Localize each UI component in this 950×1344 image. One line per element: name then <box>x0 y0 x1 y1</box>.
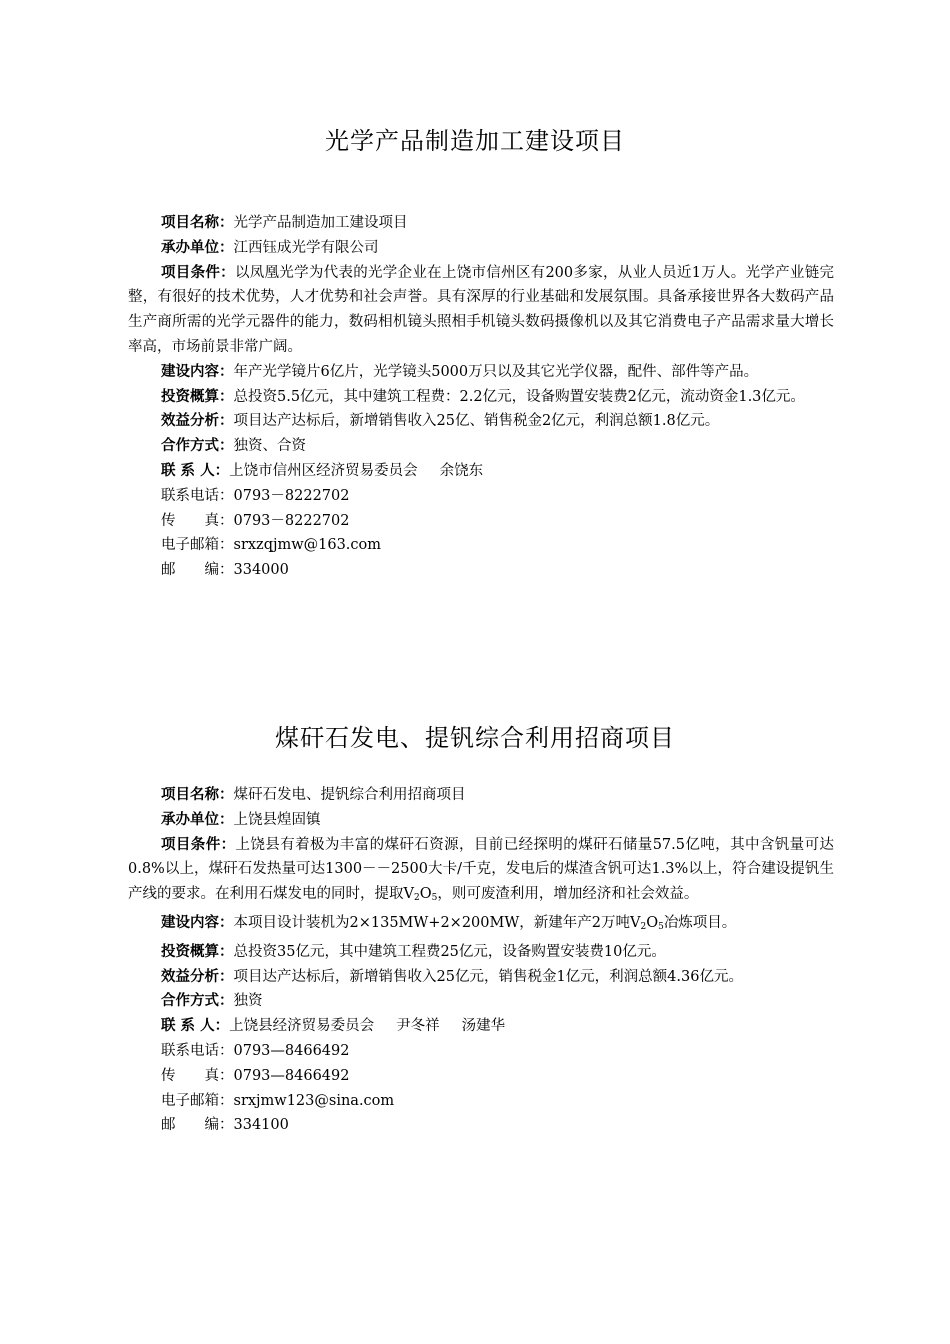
project-2-details <box>128 783 834 1138</box>
phone-value: 0793－8222702 <box>233 487 350 504</box>
content-value-b: 冶炼项目。 <box>663 914 737 931</box>
project-name-row <box>128 211 834 236</box>
fax-label: 传 真： <box>161 512 234 529</box>
postcode-value: 334100 <box>233 1117 289 1134</box>
investment-label: 投资概算： <box>161 942 234 960</box>
phone-label: 联系电话： <box>161 1042 234 1059</box>
fax-row <box>128 1064 834 1089</box>
email-label: 电子邮箱： <box>161 1092 234 1109</box>
phone-row <box>128 484 834 509</box>
fax-label: 传 真： <box>161 1067 234 1084</box>
contact-label: 联 系 人： <box>161 461 230 479</box>
conditions-row <box>128 833 834 911</box>
postcode-row <box>128 1113 834 1138</box>
content-value-a: 本项目设计装机为2×135MW+2×200MW，新建年产2万吨V <box>233 914 641 931</box>
conditions-label: 项目条件： <box>161 835 236 853</box>
fax-value: 0793—8466492 <box>233 1067 350 1084</box>
conditions-mid: O <box>419 886 432 903</box>
host-unit-row <box>128 236 834 261</box>
phone-label: 联系电话： <box>161 487 234 504</box>
investment-row <box>128 940 834 965</box>
project-name-label: 项目名称： <box>161 214 234 231</box>
conditions-value-a: 上饶县有着极为丰富的煤矸石资源，目前已经探明的煤矸石储量57.5亿吨，其中含钒量可达0.8%以上，煤矸石发热量可达1300－－2500大卡/千克，发电后的煤渣含钒可达1.3%以上，符合建设提钒生产线的要求。在利用石煤发电的同时，提取V <box>128 836 834 903</box>
cooperation-row <box>128 989 834 1014</box>
content-label: 建设内容： <box>161 913 234 931</box>
host-unit-value: 上饶县煌固镇 <box>233 811 321 828</box>
conditions-row <box>128 261 834 360</box>
postcode-label: 邮 编： <box>161 562 234 579</box>
postcode-label: 邮 编： <box>161 1117 234 1134</box>
phone-row <box>128 1039 834 1064</box>
content-row <box>128 911 834 940</box>
contact-row <box>128 459 834 484</box>
investment-value: 总投资5.5亿元，其中建筑工程费：2.2亿元，设备购置安装费2亿元，流动资金1.3亿元。 <box>233 388 805 405</box>
cooperation-value: 独资、合资 <box>233 438 306 455</box>
postcode-value: 334000 <box>233 562 289 579</box>
content-row <box>128 360 834 385</box>
content-subscript-1: 2 <box>640 921 647 932</box>
benefit-row <box>128 965 834 990</box>
email-value: srxzqjmw@163.com <box>233 537 382 554</box>
project-1-title: 光学产品制造加工建设项目 <box>325 127 625 155</box>
project-name-label: 项目名称： <box>161 786 234 803</box>
phone-value: 0793—8466492 <box>233 1042 350 1059</box>
content-subscript-2: 5 <box>658 921 664 932</box>
content-label: 建设内容： <box>161 362 234 380</box>
project-2-title: 煤矸石发电、提钒综合利用招商项目 <box>275 724 675 752</box>
benefit-label: 效益分析： <box>161 412 234 430</box>
project-1-details <box>128 211 834 583</box>
benefit-label: 效益分析： <box>161 967 234 985</box>
email-label: 电子邮箱： <box>161 537 234 554</box>
contact-org: 上饶市信州区经济贸易委员会 <box>229 462 418 479</box>
content-mid: O <box>646 914 659 931</box>
host-unit-label: 承办单位： <box>161 238 234 256</box>
host-unit-label: 承办单位： <box>161 810 234 828</box>
cooperation-value: 独资 <box>233 993 263 1010</box>
cooperation-label: 合作方式： <box>161 992 234 1010</box>
cooperation-label: 合作方式： <box>161 437 234 455</box>
project-name-value: 煤矸石发电、提钒综合利用招商项目 <box>233 787 466 803</box>
cooperation-row <box>128 434 834 459</box>
host-unit-value: 江西钰成光学有限公司 <box>233 239 379 256</box>
conditions-value: 以凤凰光学为代表的光学企业在上饶市信州区有200多家，从业人员近1万人。光学产业链完整，有很好的技术优势，人才优势和社会声誉。具有深厚的行业基础和发展氛围。具备承接世界各大数码产品生产商所需的光学元器件的能力，数码相机镜头照相手机镜头数码摄像机以及其它消费电子产品需求量大增长率高，市场前景非常广阔。 <box>128 264 834 355</box>
conditions-subscript-1: 2 <box>413 893 420 904</box>
contact-person: 余饶东 <box>439 462 484 479</box>
conditions-label: 项目条件： <box>161 263 235 281</box>
benefit-value: 项目达产达标后，新增销售收入25亿、销售税金2亿元，利润总额1.8亿元。 <box>233 413 720 430</box>
project-name-row <box>128 783 834 808</box>
investment-row <box>128 385 834 410</box>
contact-org: 上饶县经济贸易委员会 <box>229 1018 375 1035</box>
content-value: 年产光学镜片6亿片，光学镜头5000万只以及其它光学仪器，配件、部件等产品。 <box>233 363 759 380</box>
contact-label: 联 系 人： <box>161 1017 230 1035</box>
fax-value: 0793－8222702 <box>233 512 350 529</box>
contact-person-2: 汤建华 <box>461 1018 506 1035</box>
contact-row <box>128 1014 834 1039</box>
host-unit-row <box>128 808 834 833</box>
email-value: srxjmw123@sina.com <box>233 1092 395 1109</box>
conditions-subscript-2: 5 <box>431 893 438 904</box>
conditions-value-b: ，则可废渣利用，增加经济和社会效益。 <box>437 886 699 903</box>
email-row <box>128 1089 834 1114</box>
email-row <box>128 533 834 558</box>
investment-label: 投资概算： <box>161 387 234 405</box>
postcode-row <box>128 558 834 583</box>
fax-row <box>128 509 834 534</box>
investment-value: 总投资35亿元，其中建筑工程费25亿元，设备购置安装费10亿元。 <box>233 943 666 960</box>
contact-person-1: 尹冬祥 <box>396 1018 440 1035</box>
project-name-value: 光学产品制造加工建设项目 <box>233 215 408 231</box>
benefit-row <box>128 409 834 434</box>
benefit-value: 项目达产达标后，新增销售收入25亿元，销售税金1亿元，利润总额4.36亿元。 <box>233 968 743 985</box>
